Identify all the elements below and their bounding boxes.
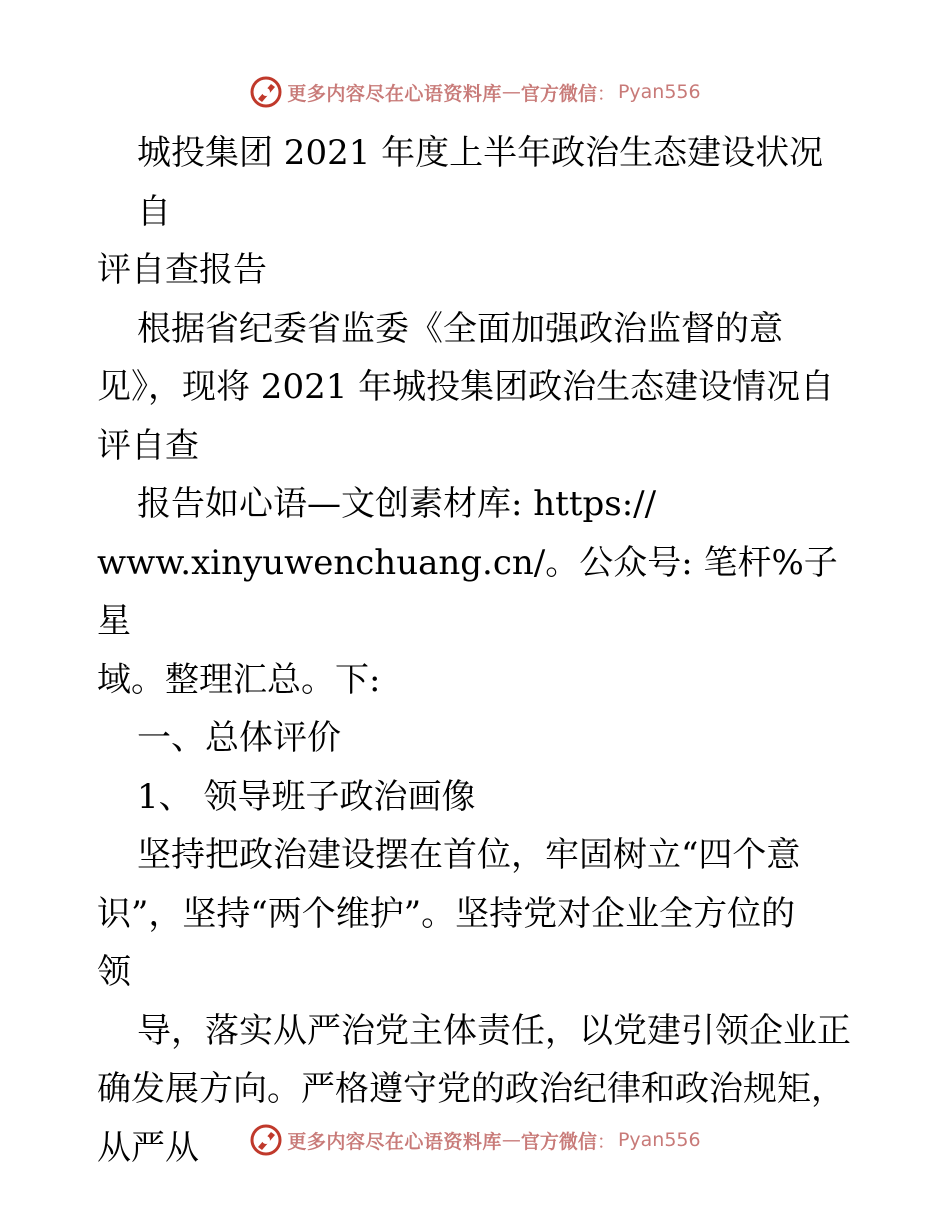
body-line: 城投集团 2021 年度上半年政治生态建设状况自 [137,133,824,232]
footer-watermark-banner [0,1120,950,1160]
subsection-heading: 1、 领导班子政治画像 [137,776,476,817]
banner-wechat-label: 官方微信 [520,82,597,105]
body-line: 域。整理汇总。下: [97,659,381,700]
document-body [97,124,857,1177]
body-line: 评自查报告 [97,250,267,290]
body-line: 从严从 [97,1127,199,1168]
banner-separator: — [501,81,521,103]
banner-wechat-label: 官方微信 [520,1130,597,1153]
body-line: 坚持把政治建设摆在首位，牢固树立“四个意 [137,835,801,875]
body-line: 领 [97,952,131,992]
body-line: 报告如心语—文创素材库: https:// [137,484,657,524]
brand-logo-icon [249,1123,283,1157]
banner-wechat-id: Pyan556 [617,81,701,103]
body-line: 根据省纪委省监委《全面加强政治监督的意 [137,308,783,349]
banner-lead-text: 更多内容尽在心语资料库 [287,82,502,105]
body-line: 评自查 [97,425,199,466]
body-line: www.xinyuwenchuang.cn/。公众号: 笔杆%子星 [97,542,838,641]
banner-lead-text: 更多内容尽在心语资料库 [287,1130,502,1153]
brand-logo-icon [249,75,283,109]
header-watermark-banner [0,72,950,112]
banner-separator: — [501,1129,521,1151]
body-line: 见》，现将 2021 年城投集团政治生态建设情况自 [97,367,835,407]
body-line: 导，落实从严治党主体责任，以党建引领企业正 [137,1010,851,1051]
banner-colon: ： [596,1130,616,1153]
body-line: 识”，坚持“两个维护”。坚持党对企业全方位的 [97,893,796,934]
banner-colon: ： [596,82,616,105]
body-line: 确发展方向。严格遵守党的政治纪律和政治规矩， [97,1069,845,1109]
section-heading: 一、总体评价 [137,718,341,758]
banner-wechat-id: Pyan556 [617,1129,701,1151]
